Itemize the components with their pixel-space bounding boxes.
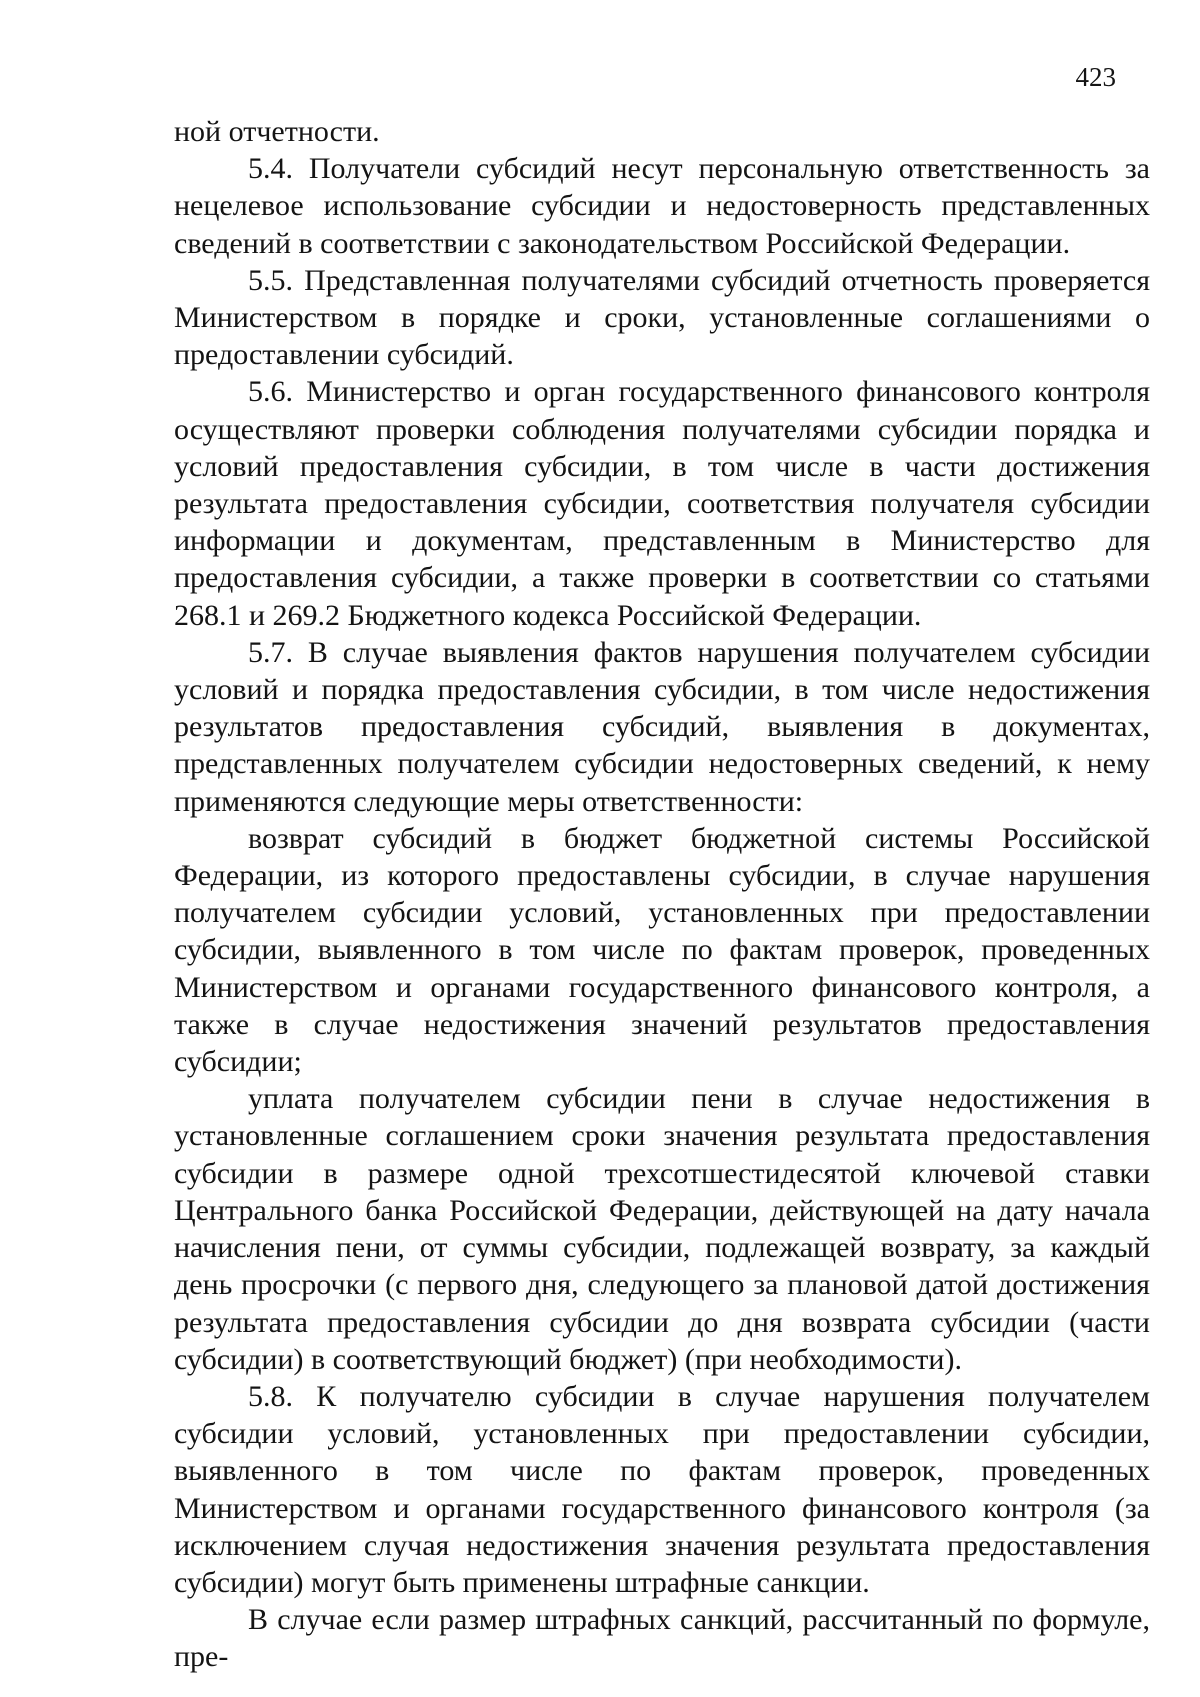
paragraph-fines-calculation: В случае если размер штрафных санкций, рассчитанный по формуле, пре- bbox=[174, 1603, 1150, 1674]
page-number: 423 bbox=[1075, 62, 1116, 92]
paragraph-5-5: 5.5. Представленная получателями субсидий отчетность проверяется Министерством в порядке и сроки, установленные соглашениями о предоставлении субсидий. bbox=[174, 263, 1150, 372]
paragraph-refund-measure: возврат субсидий в бюджет бюджетной системы Российской Федерации, из которого предоставлены субсидии, в случае нарушения получателем субсидии условий, установленных при предоставлении субсидии, выявленного в том числе по фактам проверок, проведенных Министерством и органами государственного финансового контроля, а также в случае недостижения значений результатов предоставления субсидии; bbox=[174, 821, 1150, 1079]
paragraph-continuation: ной отчетности. bbox=[174, 115, 380, 148]
paragraph-5-4: 5.4. Получатели субсидий несут персональную ответственность за нецелевое использование субсидии и недостоверность представленных сведений в соответствии с законодательством Российской Федерации. bbox=[174, 152, 1150, 260]
paragraph-5-6: 5.6. Министерство и орган государственного финансового контроля осуществляют проверки соблюдения получателями субсидии порядка и условий предоставления субсидии, в том числе в части достижения результата предоставления субсидии, соответствия получателя субсидии информации и документам, представленным в Министерство для предоставления субсидии, а также проверки в соответствии со статьями 268.1 и 269.2 Бюджетного кодекса Российской Федерации. bbox=[174, 375, 1150, 632]
paragraph-penalty-measure: уплата получателем субсидии пени в случае недостижения в установленные соглашением сроки значения результата предоставления субсидии в размере одной трехсотшестидесятой ключевой ставки Центрального банка Российской Федерации, действующей на дату начала начисления пени, от суммы субсидии, подлежащей возврату, за каждый день просрочки (с первого дня, следующего за плановой датой достижения результата предоставления субсидии до дня возврата субсидии (части субсидии) в соответствующий бюджет) (при необходимости). bbox=[174, 1082, 1150, 1376]
paragraph-5-8: 5.8. К получателю субсидии в случае нарушения получателем субсидии условий, установленных при предоставлении субсидии, выявленного в том числе по фактам проверок, проведенных Министерством и органами государственного финансового контроля (за исключением случая недостижения значения результата предоставления субсидии) могут быть применены штрафные санкции. bbox=[174, 1379, 1150, 1599]
document-body bbox=[174, 113, 1150, 1676]
paragraph-5-7: 5.7. В случае выявления фактов нарушения получателем субсидии условий и порядка предоставления субсидии, в том числе недостижения результатов предоставления субсидий, выявления в документах, представленных получателем субсидии недостоверных сведений, к нему применяются следующие меры ответственности: bbox=[174, 635, 1150, 818]
